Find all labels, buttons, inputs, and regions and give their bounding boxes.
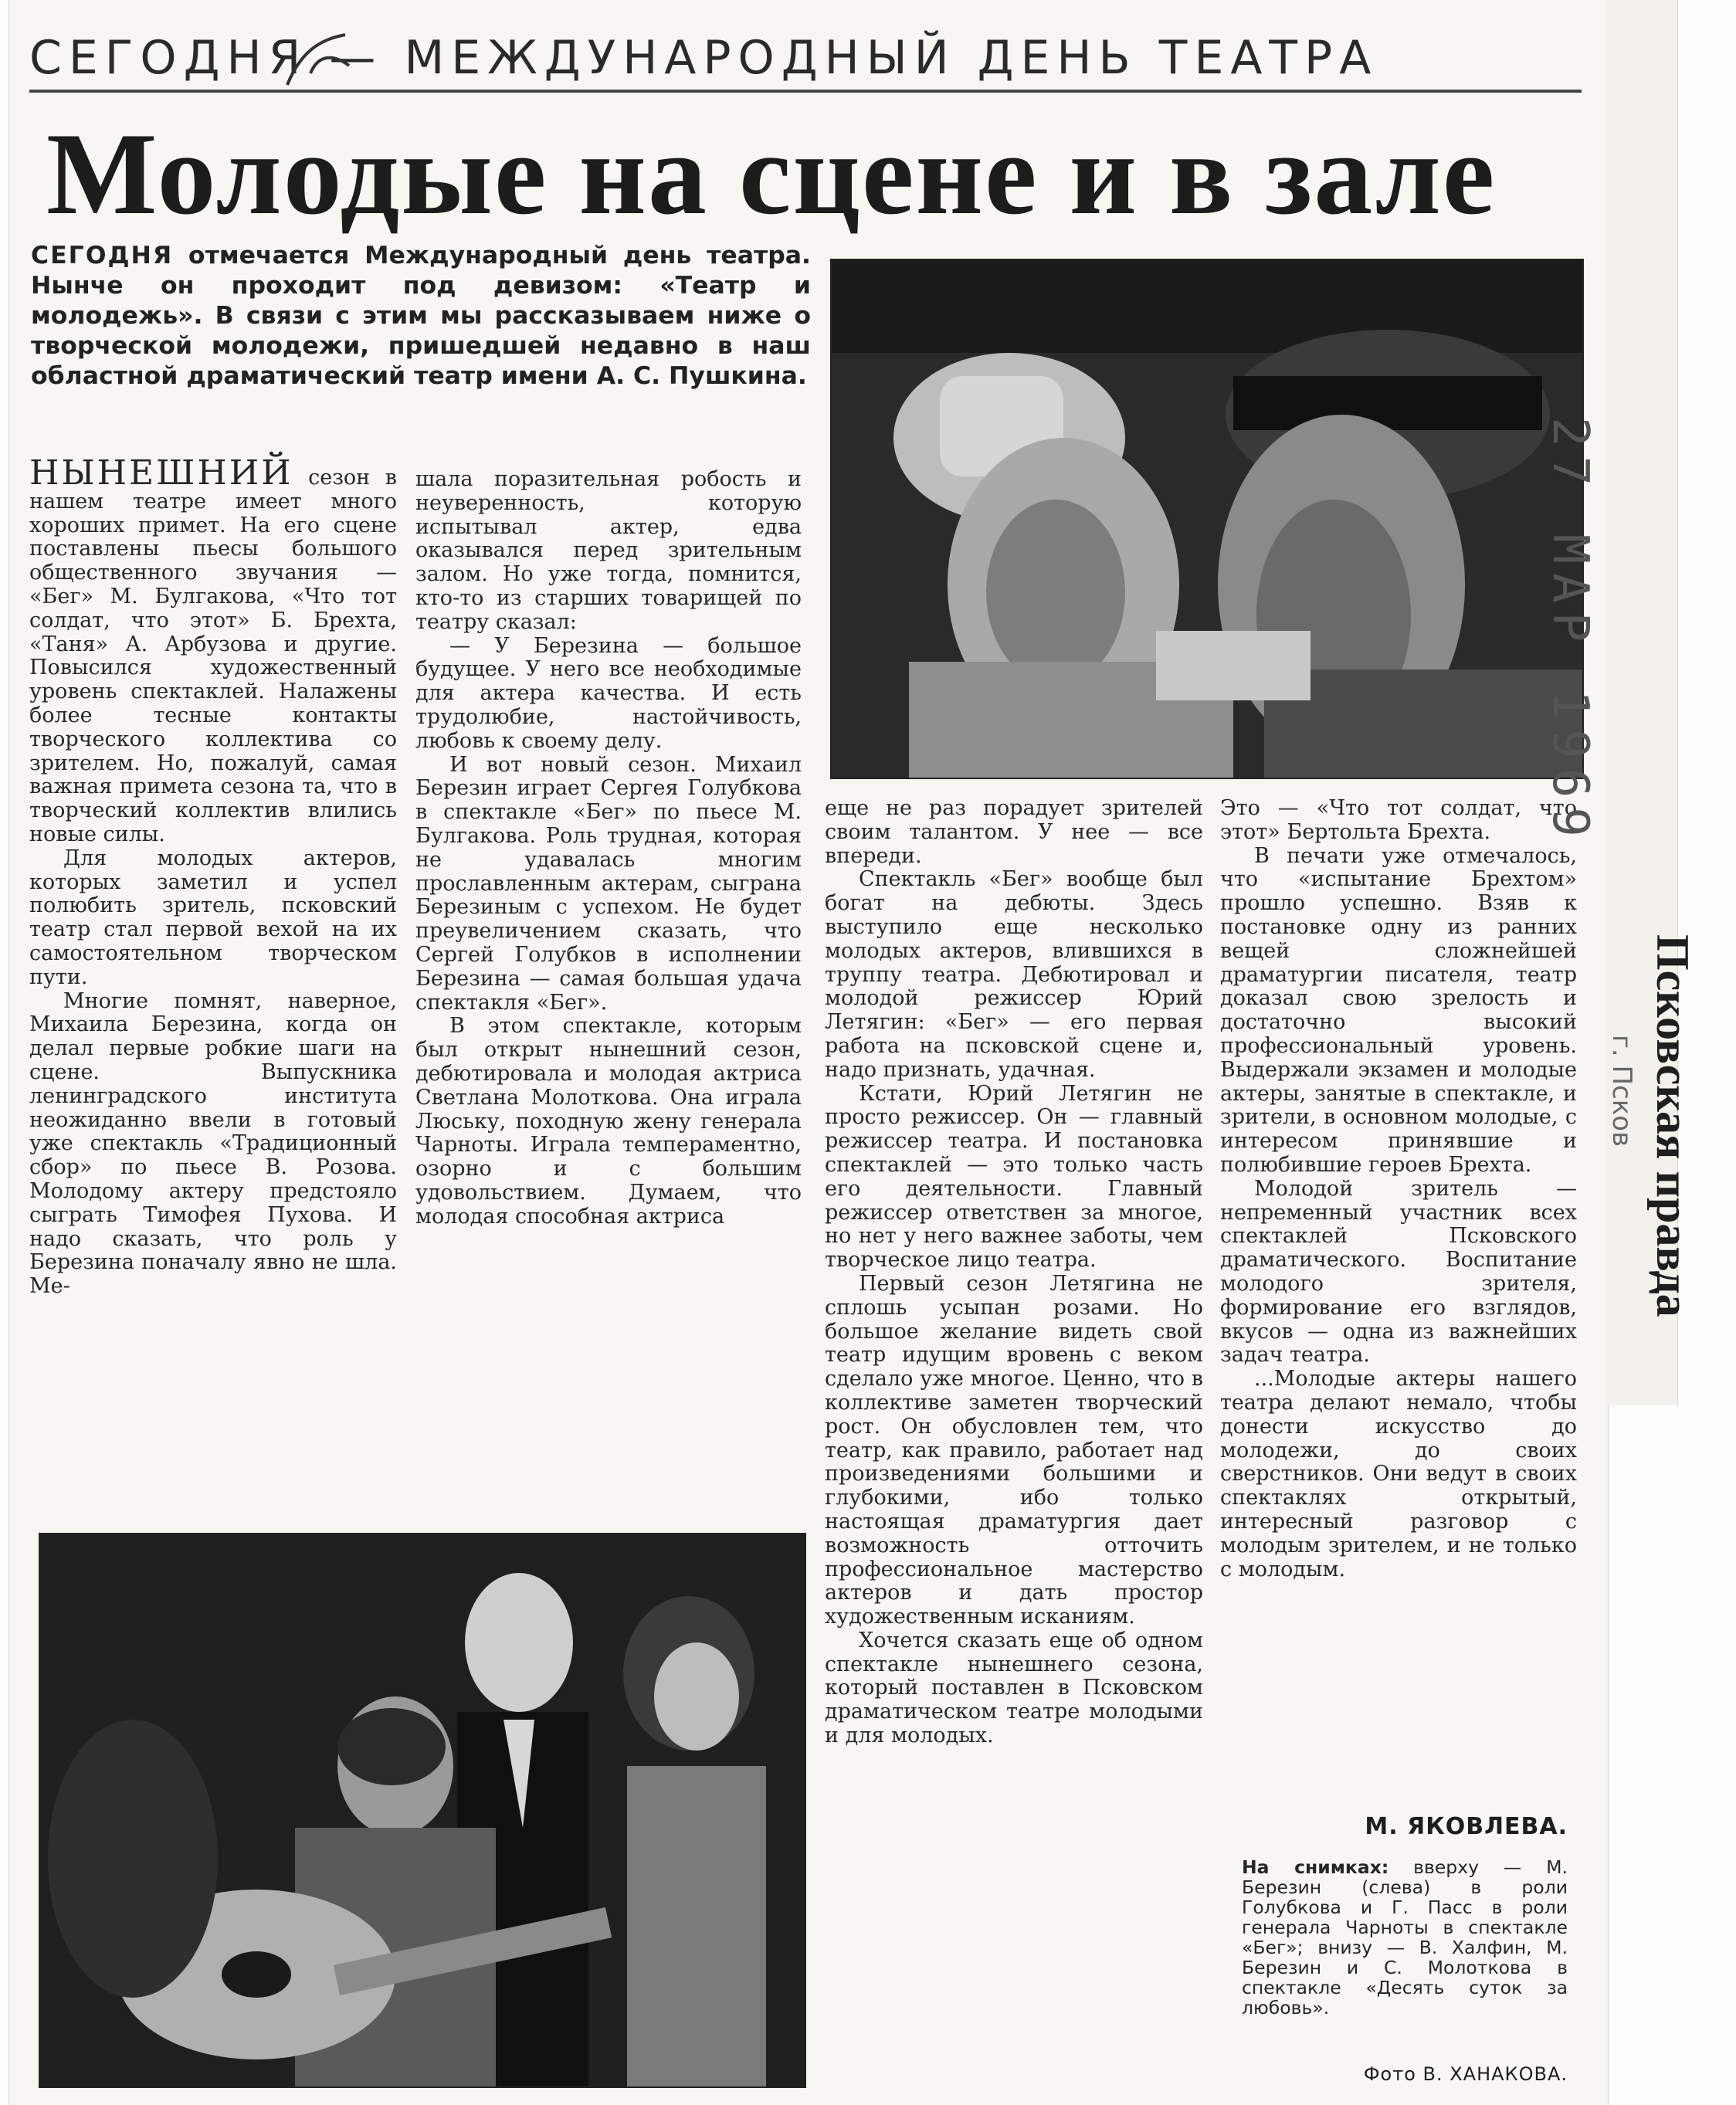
- col3-para-2: Спектакль «Бег» вообще был богат на дебюты. Здесь выступило еще несколько молодых актеров, влившихся в труппу театра. Дебютировал и молодой режиссер Юрий Летягин: «Бег» — его первая работа на псковской сцене и, надо признать, удачная.: [825, 867, 1203, 1082]
- col4-para-4: ...Молодые актеры нашего театра делают немало, чтобы донести искусство до молодежи, до своих сверстников. Они ведут в своих спектаклях открытый, интересный разговор с молодым зрителем, и не только с молодым.: [1220, 1367, 1577, 1581]
- col2-para-4: В этом спектакле, которым был открыт нынешний сезон, дебютировала и молодая актриса Светлана Молоткова. Она играла Люську, походную жену генерала Чарноты. Играла темпераментно, озорно и с большим удовольствием. Думаем, что молодая способная актриса: [415, 1014, 802, 1229]
- col3-para-5: Хочется сказать еще об одном спектакле нынешнего сезона, который поставлен в Псковском драматическом театре молодыми и для молодых.: [825, 1628, 1203, 1748]
- column-3: [825, 797, 1203, 1748]
- column-1: [29, 453, 397, 1299]
- pen-mark: [272, 23, 364, 100]
- city-stamp: г. Псков: [1606, 1035, 1637, 1147]
- lead-paragraph: [31, 241, 811, 392]
- lead-caps: СЕГОДНЯ: [31, 242, 174, 269]
- column-2: [415, 468, 802, 1229]
- captions-text: вверху — М. Березин (слева) в роли Голубкова и Г. Пасс в роли генерала Чарноты в спектакле «Бег»; внизу — В. Халфин, М. Березин и С. Молоткова в спектакле «Десять суток за любовь».: [1242, 1856, 1568, 2019]
- col3-para-1: еще не раз порадует зрителей своим талантом. У нее — все впереди.: [825, 796, 1203, 868]
- section-kicker: СЕГОДНЯ — МЕЖДУНАРОДНЫЙ ДЕНЬ ТЕАТРА: [29, 28, 1582, 93]
- col4-para-1: Это — «Что тот солдат, что этот» Бертольта Брехта.: [1220, 796, 1577, 844]
- col1-para-1: [29, 453, 397, 847]
- newspaper-name-stamp: Псковская правда: [1647, 934, 1698, 1317]
- lead-text: отмечается Международный день театра. Нынче он проходит под девизом: «Театр и молодежь». В связи с этим мы рассказываем ниже о творческой молодежи, пришедшей недавно в наш областной драматический театр имени А. С. Пушкина.: [31, 242, 811, 390]
- col1-para-3: Многие помнят, наверное, Михаила Березина, когда он делал первые робкие шаги на сцене. Выпускника ленинградского института неожиданно ввели в готовый уже спектакль «Традиционный сбор» по пьесе В. Розова. Молодому актеру предстояло сыграть Тимофея Пухова. И надо сказать, что роль у Березина поначалу явно не шла. Ме-: [29, 988, 397, 1299]
- col4-para-2: В печати уже отмечалось, что «испытание Брехтом» прошло успешно. Взяв к постановке одну из ранних вещей сложнейшей драматургии писателя, театр доказал свою зрелость и достаточно высокий профессиональный уровень. Выдержали экзамен и молодые актеры, занятые в спектакле, и зрители, в основном молодые, с интересом принявшие и полюбившие героев Брехта.: [1220, 843, 1577, 1177]
- headline: Молодые на сцене и в зале: [46, 109, 1497, 239]
- col2-para-1: шала поразительная робость и неуверенность, которую испытывал актер, едва оказывался перед зрительным залом. Но уже тогда, помнится, кто-то из старших товарищей по театру сказал:: [415, 467, 802, 634]
- photo-credit: Фото В. ХАНАКОВА.: [1363, 2063, 1568, 2085]
- col1-text-1: сезон в нашем театре имеет много хороших примет. На его сцене поставлены пьесы большого общественного звучания — «Бег» М. Булгакова, «Что тот солдат, что этот» Б. Брехта, «Таня» А. Арбузова и другие. Повысился художественный уровень спектаклей. Налажены более тесные контакты творческого коллектива со зрителем. Но, пожалуй, самая важная примета сезона та, что в творческий коллектив влились новые силы.: [29, 466, 397, 846]
- col2-para-3: И вот новый сезон. Михаил Березин играет Сергея Голубкова в спектакле «Бег» по пьесе М. Булгакова. Роль трудная, которая не удавалась многим прославленным актерам, сыграна Березиным с успехом. Не будет преувеличением сказать, что Сергей Голубков в исполнении Березина — самая большая удача спектакля «Бег».: [415, 752, 802, 1015]
- drop-cap: НЫНЕШНИЙ: [29, 453, 293, 493]
- column-4: [1220, 797, 1577, 1581]
- date-stamp: 27 МАР 1969: [1541, 417, 1599, 846]
- col3-para-3: Кстати, Юрий Летягин не просто режиссер. Он — главный режиссер театра. И постановка спектаклей — это только часть его деятельности. Главный режиссер ответствен за многое, но нет у него важнее заботы, чем творческое лицо театра.: [825, 1081, 1203, 1273]
- col2-para-2: — У Березина — большое будущее. У него все необходимые для актера качества. И есть трудолюбие, настойчивость, любовь к своему делу.: [415, 633, 802, 753]
- photo-top: [830, 259, 1584, 779]
- author-signature: М. ЯКОВЛЕВА.: [1365, 1813, 1568, 1840]
- photo-captions: [1242, 1857, 1568, 2018]
- captions-label: На снимках:: [1242, 1856, 1389, 1878]
- col4-para-3: Молодой зритель — непременный участник всех спектаклей Псковского драматического. Воспитание молодого зрителя, формирование его взглядов, вкусов — одна из важнейших задач театра.: [1220, 1176, 1577, 1368]
- col3-para-4: Первый сезон Летягина не сплошь усыпан розами. Но большое желание видеть свой театр идущим вровень с веком сделало уже многое. Ценно, что в коллективе заметен творческий рост. Он обусловлен тем, что театр, как правило, работает над произведениями большими и глубокими, ибо только настоящая драматургия дает возможность отточить профессиональное мастерство актеров и дать простор художественным исканиям.: [825, 1271, 1203, 1629]
- col1-para-2: Для молодых актеров, которых заметил и успел полюбить зритель, псковский театр стал первой вехой на их самостоятельном творческом пути.: [29, 846, 397, 989]
- photo-bottom: [39, 1533, 806, 2088]
